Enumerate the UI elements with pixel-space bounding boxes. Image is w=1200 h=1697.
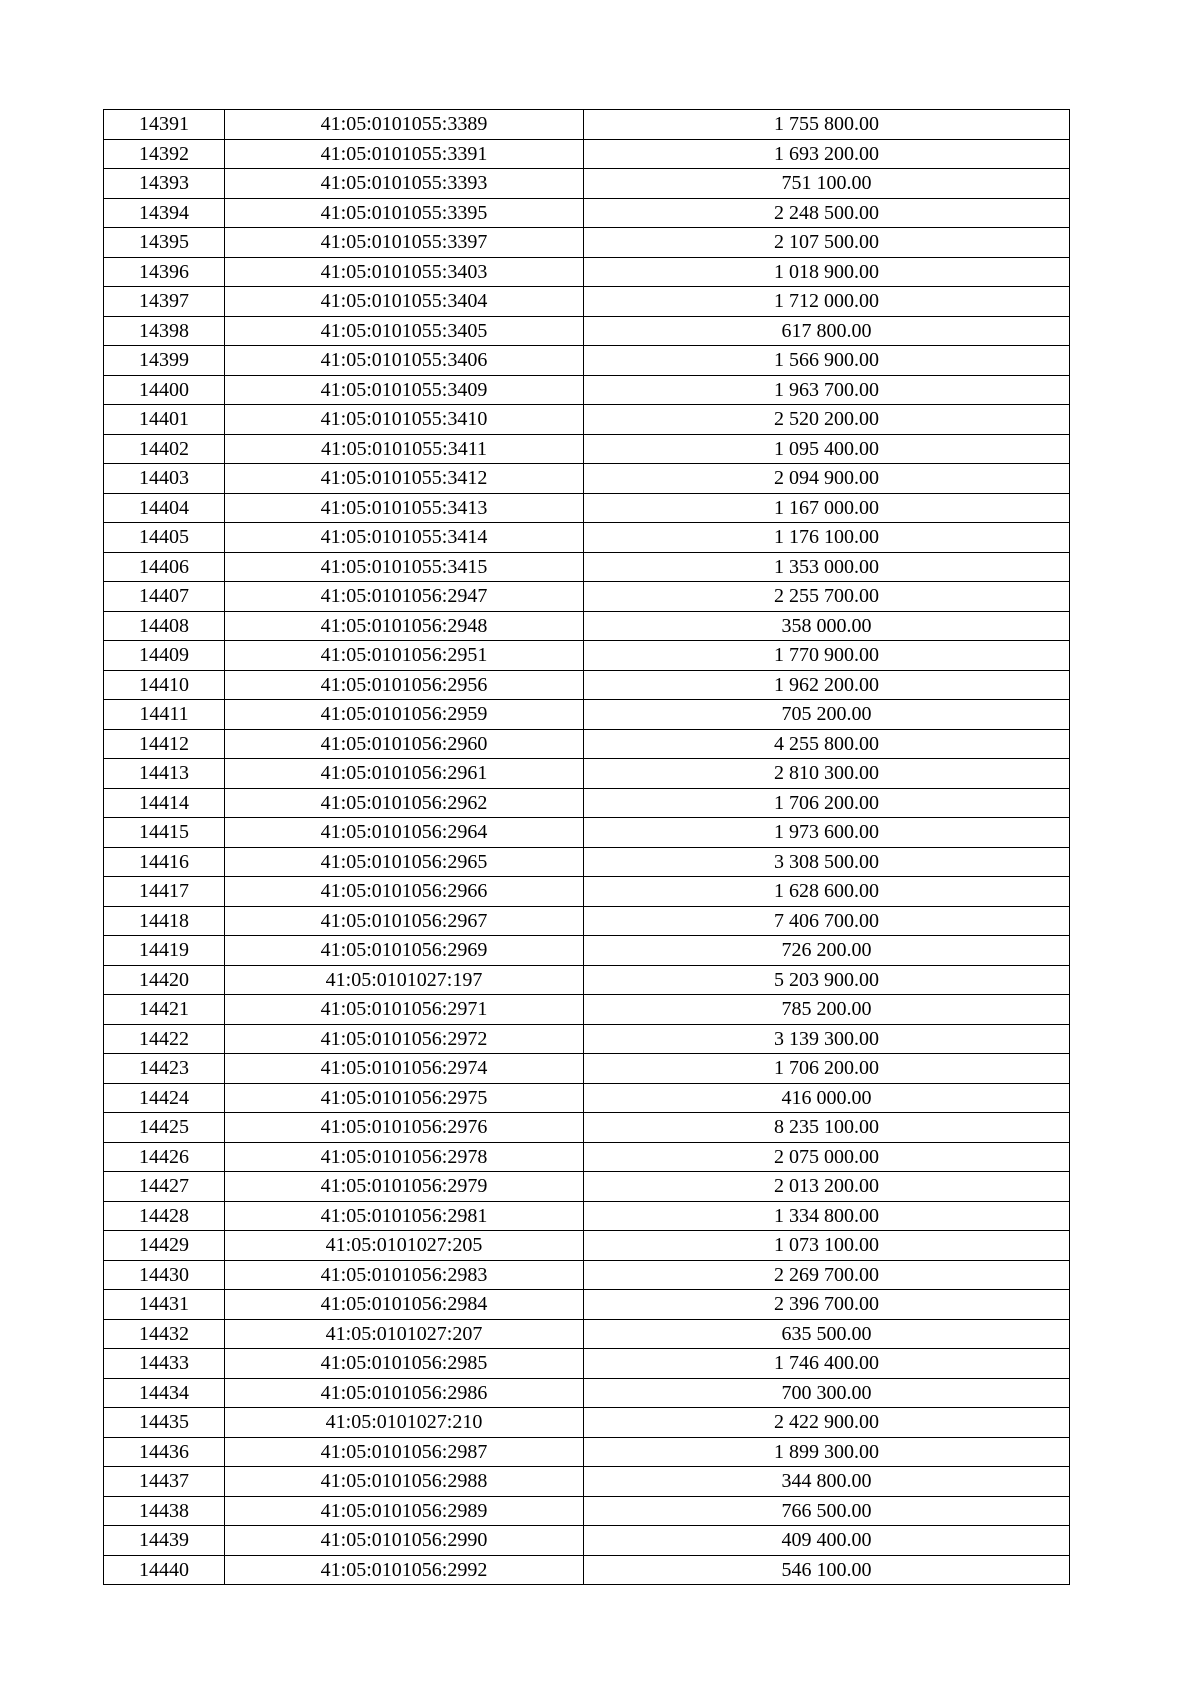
- cadastral-number-cell: 41:05:0101056:2972: [225, 1024, 584, 1054]
- cadastral-number-cell: 41:05:0101027:205: [225, 1231, 584, 1261]
- table-row: [104, 1290, 1070, 1320]
- row-number-cell: 14440: [104, 1555, 225, 1585]
- cadastral-value-cell: 1 566 900.00: [584, 346, 1070, 376]
- cadastral-value-cell: 1 167 000.00: [584, 493, 1070, 523]
- cadastral-number-cell: 41:05:0101056:2951: [225, 641, 584, 671]
- cadastral-number-cell: 41:05:0101056:2976: [225, 1113, 584, 1143]
- cadastral-number-cell: 41:05:0101056:2956: [225, 670, 584, 700]
- cadastral-value-cell: 1 706 200.00: [584, 788, 1070, 818]
- table-row: [104, 877, 1070, 907]
- table-row: [104, 1201, 1070, 1231]
- row-number-cell: 14400: [104, 375, 225, 405]
- table-row: [104, 552, 1070, 582]
- cadastral-value-cell: 705 200.00: [584, 700, 1070, 730]
- cadastral-value-cell: 5 203 900.00: [584, 965, 1070, 995]
- row-number-cell: 14421: [104, 995, 225, 1025]
- row-number-cell: 14420: [104, 965, 225, 995]
- row-number-cell: 14415: [104, 818, 225, 848]
- cadastral-value-cell: 2 075 000.00: [584, 1142, 1070, 1172]
- row-number-cell: 14435: [104, 1408, 225, 1438]
- row-number-cell: 14429: [104, 1231, 225, 1261]
- cadastral-value-cell: 1 706 200.00: [584, 1054, 1070, 1084]
- table-row: [104, 1408, 1070, 1438]
- cadastral-value-cell: 2 422 900.00: [584, 1408, 1070, 1438]
- cadastral-number-cell: 41:05:0101027:210: [225, 1408, 584, 1438]
- row-number-cell: 14431: [104, 1290, 225, 1320]
- row-number-cell: 14418: [104, 906, 225, 936]
- row-number-cell: 14393: [104, 169, 225, 199]
- table-row: [104, 434, 1070, 464]
- cadastral-value-cell: 344 800.00: [584, 1467, 1070, 1497]
- row-number-cell: 14397: [104, 287, 225, 317]
- cadastral-value-cell: 416 000.00: [584, 1083, 1070, 1113]
- cadastral-number-cell: 41:05:0101055:3405: [225, 316, 584, 346]
- cadastral-number-cell: 41:05:0101056:2975: [225, 1083, 584, 1113]
- cadastral-number-cell: 41:05:0101056:2959: [225, 700, 584, 730]
- row-number-cell: 14428: [104, 1201, 225, 1231]
- cadastral-number-cell: 41:05:0101056:2961: [225, 759, 584, 789]
- table-row: [104, 405, 1070, 435]
- row-number-cell: 14432: [104, 1319, 225, 1349]
- table-row: [104, 169, 1070, 199]
- cadastral-value-cell: 1 334 800.00: [584, 1201, 1070, 1231]
- row-number-cell: 14409: [104, 641, 225, 671]
- cadastral-number-cell: 41:05:0101056:2988: [225, 1467, 584, 1497]
- cadastral-number-cell: 41:05:0101056:2966: [225, 877, 584, 907]
- row-number-cell: 14426: [104, 1142, 225, 1172]
- row-number-cell: 14404: [104, 493, 225, 523]
- table-row: [104, 1555, 1070, 1585]
- cadastral-value-cell: 2 013 200.00: [584, 1172, 1070, 1202]
- table-row: [104, 257, 1070, 287]
- cadastral-number-cell: 41:05:0101056:2990: [225, 1526, 584, 1556]
- row-number-cell: 14395: [104, 228, 225, 258]
- table-row: [104, 287, 1070, 317]
- table-row: [104, 1024, 1070, 1054]
- table-row: [104, 641, 1070, 671]
- cadastral-number-cell: 41:05:0101056:2978: [225, 1142, 584, 1172]
- row-number-cell: 14410: [104, 670, 225, 700]
- row-number-cell: 14399: [104, 346, 225, 376]
- row-number-cell: 14422: [104, 1024, 225, 1054]
- row-number-cell: 14402: [104, 434, 225, 464]
- table-row: [104, 1437, 1070, 1467]
- cadastral-number-cell: 41:05:0101056:2981: [225, 1201, 584, 1231]
- table-row: [104, 1260, 1070, 1290]
- cadastral-value-cell: 3 139 300.00: [584, 1024, 1070, 1054]
- cadastral-number-cell: 41:05:0101055:3410: [225, 405, 584, 435]
- table-body: [104, 110, 1070, 1585]
- table-row: [104, 1113, 1070, 1143]
- row-number-cell: 14427: [104, 1172, 225, 1202]
- table-row: [104, 346, 1070, 376]
- row-number-cell: 14411: [104, 700, 225, 730]
- cadastral-value-cell: 546 100.00: [584, 1555, 1070, 1585]
- cadastral-value-cell: 726 200.00: [584, 936, 1070, 966]
- row-number-cell: 14430: [104, 1260, 225, 1290]
- table-row: [104, 139, 1070, 169]
- table-row: [104, 965, 1070, 995]
- table-row: [104, 611, 1070, 641]
- cadastral-value-cell: 3 308 500.00: [584, 847, 1070, 877]
- cadastral-number-cell: 41:05:0101056:2986: [225, 1378, 584, 1408]
- cadastral-number-cell: 41:05:0101055:3412: [225, 464, 584, 494]
- row-number-cell: 14434: [104, 1378, 225, 1408]
- row-number-cell: 14408: [104, 611, 225, 641]
- cadastral-value-cell: 2 107 500.00: [584, 228, 1070, 258]
- row-number-cell: 14406: [104, 552, 225, 582]
- cadastral-value-cell: 635 500.00: [584, 1319, 1070, 1349]
- cadastral-value-cell: 1 712 000.00: [584, 287, 1070, 317]
- cadastral-value-cell: 409 400.00: [584, 1526, 1070, 1556]
- cadastral-value-cell: 8 235 100.00: [584, 1113, 1070, 1143]
- cadastral-value-cell: 1 176 100.00: [584, 523, 1070, 553]
- row-number-cell: 14391: [104, 110, 225, 140]
- cadastral-value-cell: 1 962 200.00: [584, 670, 1070, 700]
- table-row: [104, 1526, 1070, 1556]
- cadastral-value-table: [103, 109, 1070, 1585]
- table-row: [104, 1231, 1070, 1261]
- row-number-cell: 14412: [104, 729, 225, 759]
- cadastral-number-cell: 41:05:0101056:2965: [225, 847, 584, 877]
- table-row: [104, 670, 1070, 700]
- cadastral-number-cell: 41:05:0101056:2947: [225, 582, 584, 612]
- table-row: [104, 936, 1070, 966]
- table-row: [104, 523, 1070, 553]
- row-number-cell: 14425: [104, 1113, 225, 1143]
- table-row: [104, 1378, 1070, 1408]
- cadastral-value-cell: 766 500.00: [584, 1496, 1070, 1526]
- cadastral-value-cell: 1 770 900.00: [584, 641, 1070, 671]
- cadastral-value-cell: 4 255 800.00: [584, 729, 1070, 759]
- cadastral-number-cell: 41:05:0101027:207: [225, 1319, 584, 1349]
- cadastral-value-cell: 1 755 800.00: [584, 110, 1070, 140]
- cadastral-number-cell: 41:05:0101056:2962: [225, 788, 584, 818]
- cadastral-value-cell: 617 800.00: [584, 316, 1070, 346]
- table-row: [104, 198, 1070, 228]
- row-number-cell: 14437: [104, 1467, 225, 1497]
- cadastral-value-cell: 1 073 100.00: [584, 1231, 1070, 1261]
- table-row: [104, 464, 1070, 494]
- cadastral-number-cell: 41:05:0101055:3409: [225, 375, 584, 405]
- table-row: [104, 493, 1070, 523]
- row-number-cell: 14401: [104, 405, 225, 435]
- table-row: [104, 818, 1070, 848]
- cadastral-number-cell: 41:05:0101056:2948: [225, 611, 584, 641]
- row-number-cell: 14419: [104, 936, 225, 966]
- cadastral-number-cell: 41:05:0101056:2969: [225, 936, 584, 966]
- cadastral-number-cell: 41:05:0101056:2985: [225, 1349, 584, 1379]
- cadastral-value-cell: 2 269 700.00: [584, 1260, 1070, 1290]
- row-number-cell: 14417: [104, 877, 225, 907]
- table-row: [104, 700, 1070, 730]
- row-number-cell: 14392: [104, 139, 225, 169]
- table-row: [104, 1349, 1070, 1379]
- row-number-cell: 14396: [104, 257, 225, 287]
- cadastral-value-cell: 1 746 400.00: [584, 1349, 1070, 1379]
- row-number-cell: 14394: [104, 198, 225, 228]
- table-row: [104, 110, 1070, 140]
- cadastral-value-cell: 2 255 700.00: [584, 582, 1070, 612]
- row-number-cell: 14413: [104, 759, 225, 789]
- cadastral-number-cell: 41:05:0101056:2964: [225, 818, 584, 848]
- cadastral-value-cell: 2 520 200.00: [584, 405, 1070, 435]
- cadastral-value-cell: 1 693 200.00: [584, 139, 1070, 169]
- cadastral-number-cell: 41:05:0101056:2971: [225, 995, 584, 1025]
- cadastral-value-cell: 7 406 700.00: [584, 906, 1070, 936]
- table-row: [104, 1054, 1070, 1084]
- row-number-cell: 14436: [104, 1437, 225, 1467]
- table-row: [104, 788, 1070, 818]
- table-row: [104, 582, 1070, 612]
- cadastral-value-cell: 751 100.00: [584, 169, 1070, 199]
- cadastral-number-cell: 41:05:0101056:2960: [225, 729, 584, 759]
- cadastral-number-cell: 41:05:0101055:3404: [225, 287, 584, 317]
- row-number-cell: 14424: [104, 1083, 225, 1113]
- cadastral-value-cell: 1 095 400.00: [584, 434, 1070, 464]
- table-row: [104, 759, 1070, 789]
- row-number-cell: 14403: [104, 464, 225, 494]
- cadastral-value-cell: 1 353 000.00: [584, 552, 1070, 582]
- row-number-cell: 14398: [104, 316, 225, 346]
- cadastral-number-cell: 41:05:0101055:3406: [225, 346, 584, 376]
- table-row: [104, 1467, 1070, 1497]
- table-row: [104, 995, 1070, 1025]
- cadastral-number-cell: 41:05:0101056:2989: [225, 1496, 584, 1526]
- table-row: [104, 1496, 1070, 1526]
- table-row: [104, 729, 1070, 759]
- table-row: [104, 1172, 1070, 1202]
- cadastral-value-cell: 785 200.00: [584, 995, 1070, 1025]
- table-row: [104, 906, 1070, 936]
- table-row: [104, 1142, 1070, 1172]
- cadastral-value-cell: 700 300.00: [584, 1378, 1070, 1408]
- cadastral-value-cell: 2 248 500.00: [584, 198, 1070, 228]
- row-number-cell: 14438: [104, 1496, 225, 1526]
- row-number-cell: 14439: [104, 1526, 225, 1556]
- cadastral-number-cell: 41:05:0101056:2967: [225, 906, 584, 936]
- cadastral-number-cell: 41:05:0101055:3415: [225, 552, 584, 582]
- cadastral-number-cell: 41:05:0101055:3395: [225, 198, 584, 228]
- row-number-cell: 14416: [104, 847, 225, 877]
- table-row: [104, 375, 1070, 405]
- cadastral-number-cell: 41:05:0101055:3411: [225, 434, 584, 464]
- cadastral-value-cell: 358 000.00: [584, 611, 1070, 641]
- cadastral-number-cell: 41:05:0101056:2984: [225, 1290, 584, 1320]
- cadastral-value-cell: 1 018 900.00: [584, 257, 1070, 287]
- row-number-cell: 14405: [104, 523, 225, 553]
- cadastral-value-cell: 1 973 600.00: [584, 818, 1070, 848]
- row-number-cell: 14423: [104, 1054, 225, 1084]
- table-row: [104, 228, 1070, 258]
- cadastral-number-cell: 41:05:0101055:3391: [225, 139, 584, 169]
- cadastral-value-cell: 2 094 900.00: [584, 464, 1070, 494]
- cadastral-number-cell: 41:05:0101055:3414: [225, 523, 584, 553]
- cadastral-number-cell: 41:05:0101055:3393: [225, 169, 584, 199]
- table-row: [104, 1319, 1070, 1349]
- cadastral-value-cell: 2 810 300.00: [584, 759, 1070, 789]
- cadastral-number-cell: 41:05:0101056:2974: [225, 1054, 584, 1084]
- row-number-cell: 14407: [104, 582, 225, 612]
- row-number-cell: 14414: [104, 788, 225, 818]
- cadastral-value-cell: 1 628 600.00: [584, 877, 1070, 907]
- table-row: [104, 1083, 1070, 1113]
- cadastral-number-cell: 41:05:0101055:3397: [225, 228, 584, 258]
- cadastral-number-cell: 41:05:0101055:3389: [225, 110, 584, 140]
- row-number-cell: 14433: [104, 1349, 225, 1379]
- cadastral-value-cell: 2 396 700.00: [584, 1290, 1070, 1320]
- cadastral-number-cell: 41:05:0101055:3403: [225, 257, 584, 287]
- cadastral-number-cell: 41:05:0101056:2987: [225, 1437, 584, 1467]
- cadastral-number-cell: 41:05:0101055:3413: [225, 493, 584, 523]
- table-row: [104, 316, 1070, 346]
- cadastral-number-cell: 41:05:0101056:2979: [225, 1172, 584, 1202]
- cadastral-number-cell: 41:05:0101056:2992: [225, 1555, 584, 1585]
- cadastral-number-cell: 41:05:0101027:197: [225, 965, 584, 995]
- cadastral-value-cell: 1 899 300.00: [584, 1437, 1070, 1467]
- cadastral-value-cell: 1 963 700.00: [584, 375, 1070, 405]
- cadastral-number-cell: 41:05:0101056:2983: [225, 1260, 584, 1290]
- table-row: [104, 847, 1070, 877]
